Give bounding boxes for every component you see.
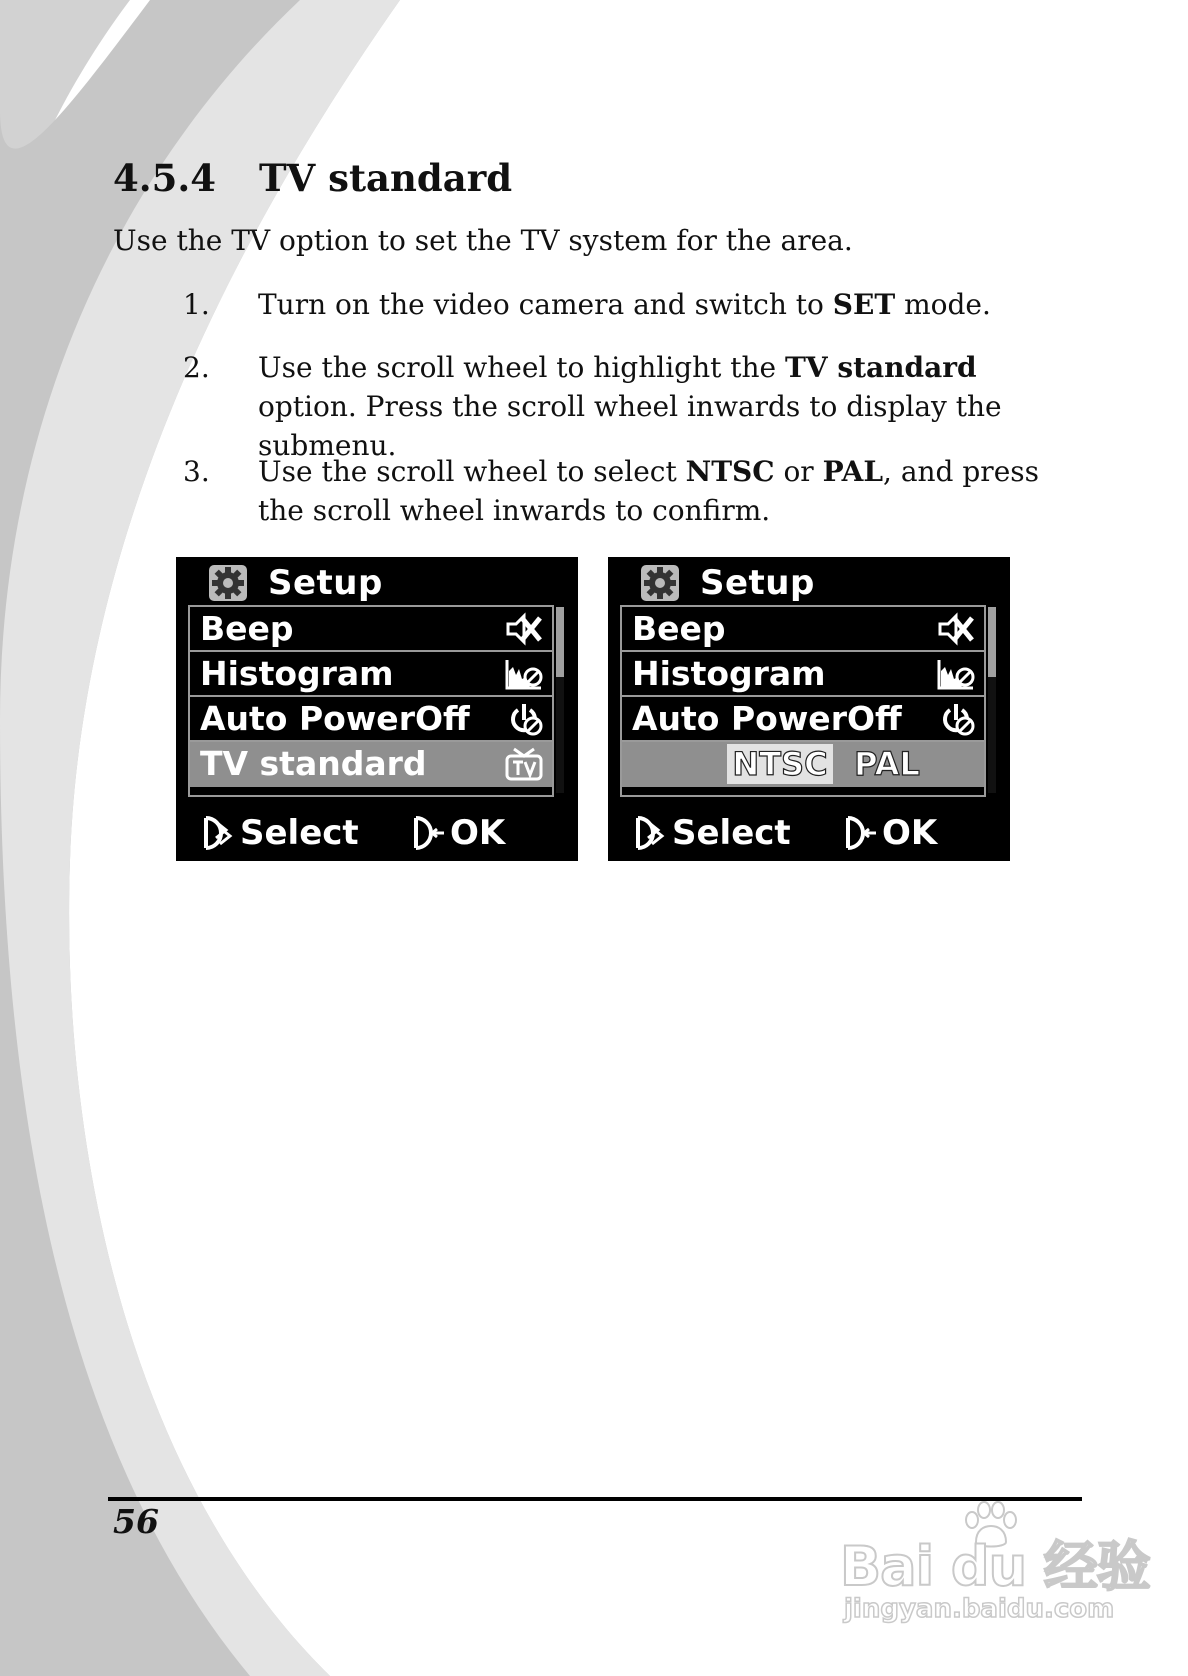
- auto-poweroff-icon: [936, 702, 976, 736]
- ok-hint: [844, 813, 937, 853]
- setup-screen-menu: [176, 557, 578, 861]
- step-text: Turn on the video camera and switch to SET mode.: [258, 288, 991, 321]
- histogram-off-icon: [936, 657, 976, 691]
- step-text: Use the scroll wheel to highlight the TV standard option. Press the scroll wheel inwards to display the submenu.: [258, 351, 1002, 462]
- menu-item-label: Histogram: [632, 654, 826, 693]
- menu-item-label: Histogram: [200, 654, 394, 693]
- scroll-wheel-icon: [634, 814, 668, 852]
- ok-label: OK: [882, 813, 938, 853]
- screen-footer: [176, 807, 578, 857]
- section-title: TV standard: [259, 156, 513, 200]
- screen-title-bar: [640, 563, 815, 603]
- menu-item-label: TV standard: [200, 744, 427, 783]
- menu-item-label: Auto PowerOff: [200, 699, 470, 738]
- menu-item-histogram[interactable]: [190, 652, 552, 697]
- menu-item-label: Auto PowerOff: [632, 699, 902, 738]
- menu-item-auto-poweroff[interactable]: [190, 697, 552, 742]
- step-text: Use the scroll wheel to select NTSC or PAL, and press the scroll wheel inwards to confirm.: [258, 455, 1039, 527]
- menu-item-histogram[interactable]: [622, 652, 984, 697]
- speaker-muted-icon: [936, 612, 976, 646]
- select-label: Select: [240, 813, 359, 853]
- scrollbar[interactable]: [556, 607, 564, 793]
- menu-item-label: Beep: [632, 609, 726, 648]
- step-number: 2.: [183, 351, 210, 384]
- tv-standard-options: [622, 742, 984, 787]
- baidu-watermark: [840, 1500, 1150, 1640]
- ok-label: OK: [450, 813, 506, 853]
- screen-title: Setup: [700, 563, 815, 603]
- gear-icon: [640, 564, 680, 602]
- page-number: 56: [113, 1502, 159, 1541]
- menu-item-beep[interactable]: [622, 607, 984, 652]
- press-wheel-icon: [412, 814, 446, 852]
- option-pal[interactable]: PAL: [854, 745, 920, 783]
- gear-icon: [208, 564, 248, 602]
- press-wheel-icon: [844, 814, 878, 852]
- scrollbar-thumb[interactable]: [556, 607, 564, 677]
- section-number: 4.5.4: [113, 156, 216, 200]
- scrollbar-thumb[interactable]: [988, 607, 996, 677]
- screen-footer: [608, 807, 1010, 857]
- menu-list: [188, 605, 554, 797]
- step-number: 3.: [183, 455, 210, 488]
- option-ntsc[interactable]: NTSC: [727, 744, 833, 784]
- scrollbar[interactable]: [988, 607, 996, 793]
- select-hint: [202, 813, 359, 853]
- menu-item-label: Beep: [200, 609, 294, 648]
- menu-list: [620, 605, 986, 797]
- setup-screen-submenu: [608, 557, 1010, 861]
- scroll-wheel-icon: [202, 814, 236, 852]
- menu-item-beep[interactable]: [190, 607, 552, 652]
- screen-title: Setup: [268, 563, 383, 603]
- menu-item-auto-poweroff[interactable]: [622, 697, 984, 742]
- tv-icon: [504, 747, 544, 781]
- select-label: Select: [672, 813, 791, 853]
- menu-item-tv-standard[interactable]: [190, 742, 552, 787]
- auto-poweroff-icon: [504, 702, 544, 736]
- watermark-url: jingyan.baidu.com: [844, 1594, 1115, 1624]
- ok-hint: [412, 813, 505, 853]
- select-hint: [634, 813, 791, 853]
- speaker-muted-icon: [504, 612, 544, 646]
- histogram-off-icon: [504, 657, 544, 691]
- watermark-brand: Bai du 经验: [840, 1535, 1150, 1598]
- step-number: 1.: [183, 288, 210, 321]
- screen-title-bar: [208, 563, 383, 603]
- intro-paragraph: Use the TV option to set the TV system for the area.: [113, 224, 853, 257]
